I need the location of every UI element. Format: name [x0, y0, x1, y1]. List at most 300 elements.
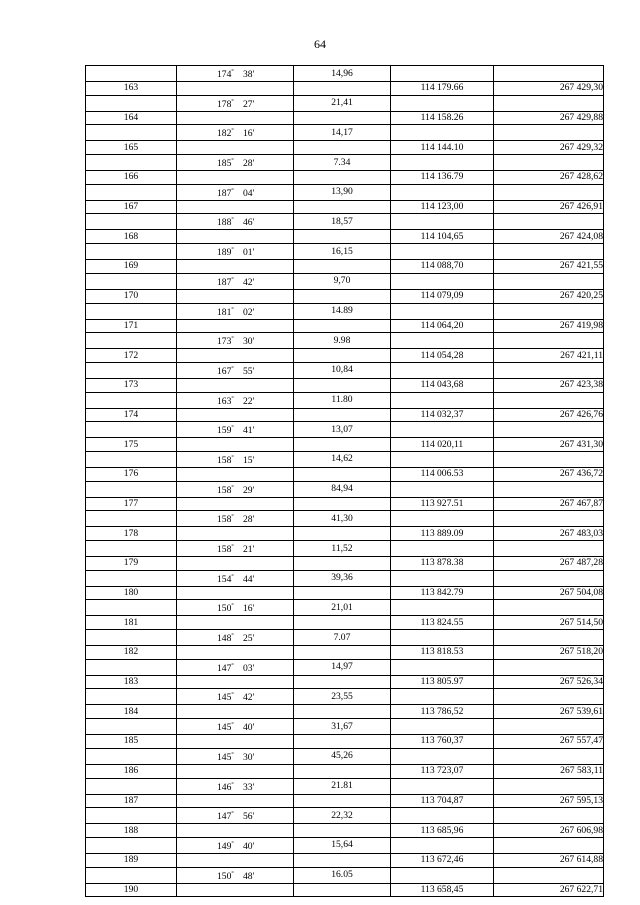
- distance-cell: [294, 497, 391, 511]
- point-number-cell: 185: [86, 735, 177, 749]
- y-coordinate-cell: 267 606,98: [494, 824, 604, 838]
- degree-symbol: °: [231, 722, 234, 729]
- point-number-cell: 178: [86, 527, 177, 541]
- point-number-cell: 164: [86, 111, 177, 125]
- bearing-cell: [177, 184, 294, 200]
- bearing-degrees: [217, 363, 243, 378]
- bearing-degrees-value: 189: [217, 247, 232, 259]
- y-coordinate-cell: 267 557,47: [494, 735, 604, 749]
- leg-row: [86, 95, 604, 111]
- bearing-cell: [177, 824, 294, 838]
- bearing-degrees-value: 158: [217, 454, 232, 466]
- bearing-degrees: [217, 452, 243, 467]
- bearing-cell: [177, 289, 294, 303]
- y-coordinate-cell: 267 421,11: [494, 349, 604, 363]
- bearing-degrees: [217, 244, 243, 259]
- bearing-degrees-value: 150: [217, 603, 232, 615]
- x-coordinate-cell: [391, 422, 494, 438]
- point-row: [86, 527, 604, 541]
- bearing-cell: [177, 778, 294, 794]
- bearing-minutes: 44': [243, 573, 255, 585]
- bearing-cell: [177, 837, 294, 853]
- degree-symbol: °: [231, 306, 234, 313]
- y-coordinate-cell: 267 426,76: [494, 408, 604, 422]
- point-number-cell: [86, 867, 177, 883]
- x-coordinate-cell: 113 672,46: [391, 853, 494, 867]
- distance-cell: [294, 883, 391, 897]
- bearing-cell: [177, 141, 294, 155]
- y-coordinate-cell: [494, 689, 604, 705]
- bearing-cell: [177, 66, 294, 82]
- bearing-value: [177, 689, 254, 704]
- bearing-degrees: [217, 422, 243, 437]
- x-coordinate-cell: [391, 125, 494, 141]
- point-number-cell: [86, 214, 177, 230]
- y-coordinate-cell: 267 431,30: [494, 438, 604, 452]
- bearing-cell: [177, 438, 294, 452]
- bearing-minutes: 22': [243, 395, 255, 407]
- degree-symbol: °: [231, 603, 234, 610]
- distance-cell: [294, 349, 391, 363]
- bearing-cell: [177, 689, 294, 705]
- bearing-cell: [177, 600, 294, 616]
- bearing-degrees: [217, 630, 243, 645]
- bearing-minutes: 29': [243, 484, 255, 496]
- bearing-cell: [177, 362, 294, 378]
- point-row: [86, 82, 604, 96]
- bearing-degrees-value: 187: [217, 187, 232, 199]
- leg-row: [86, 570, 604, 586]
- point-number-cell: 163: [86, 82, 177, 96]
- bearing-cell: [177, 527, 294, 541]
- x-coordinate-cell: 114 006.53: [391, 467, 494, 481]
- point-number-cell: 187: [86, 794, 177, 808]
- leg-row: [86, 808, 604, 824]
- point-row: [86, 646, 604, 660]
- y-coordinate-cell: 267 429,32: [494, 141, 604, 155]
- point-number-cell: 172: [86, 349, 177, 363]
- x-coordinate-cell: 114 088,70: [391, 260, 494, 274]
- degree-symbol: °: [231, 98, 234, 105]
- point-number-cell: 183: [86, 675, 177, 689]
- y-coordinate-cell: 267 426,91: [494, 200, 604, 214]
- point-row: [86, 141, 604, 155]
- y-coordinate-cell: 267 428,62: [494, 171, 604, 185]
- bearing-cell: [177, 82, 294, 96]
- distance-cell: [294, 586, 391, 600]
- y-coordinate-cell: 267 429,30: [494, 82, 604, 96]
- bearing-degrees: [217, 333, 243, 348]
- point-number-cell: [86, 837, 177, 853]
- distance-cell: [294, 764, 391, 778]
- leg-row: [86, 273, 604, 289]
- bearing-degrees: [217, 779, 243, 794]
- bearing-cell: [177, 200, 294, 214]
- distance-cell: [294, 616, 391, 630]
- leg-row: [86, 778, 604, 794]
- x-coordinate-cell: [391, 451, 494, 467]
- bearing-cell: [177, 95, 294, 111]
- point-number-cell: 190: [86, 883, 177, 897]
- x-coordinate-cell: [391, 600, 494, 616]
- distance-cell: 45,26: [294, 748, 391, 764]
- y-coordinate-cell: [494, 125, 604, 141]
- distance-cell: 41,30: [294, 511, 391, 527]
- distance-cell: 39,36: [294, 570, 391, 586]
- bearing-degrees-value: 147: [217, 662, 232, 674]
- bearing-cell: [177, 260, 294, 274]
- point-number-cell: [86, 808, 177, 824]
- x-coordinate-cell: [391, 630, 494, 646]
- x-coordinate-cell: 114 064,20: [391, 319, 494, 333]
- degree-symbol: °: [231, 276, 234, 283]
- y-coordinate-cell: [494, 541, 604, 557]
- leg-row: [86, 630, 604, 646]
- bearing-cell: [177, 214, 294, 230]
- degree-symbol: °: [231, 751, 234, 758]
- bearing-cell: [177, 675, 294, 689]
- distance-cell: [294, 408, 391, 422]
- degree-symbol: °: [231, 544, 234, 550]
- x-coordinate-cell: [391, 66, 494, 82]
- bearing-value: [177, 511, 254, 526]
- x-coordinate-cell: 114 158.26: [391, 111, 494, 125]
- distance-cell: [294, 438, 391, 452]
- x-coordinate-cell: 113 927.51: [391, 497, 494, 511]
- degree-symbol: °: [231, 514, 234, 521]
- bearing-minutes: 03': [243, 662, 255, 674]
- bearing-minutes: 04': [243, 187, 255, 199]
- y-coordinate-cell: [494, 808, 604, 824]
- bearing-degrees: [217, 838, 243, 853]
- bearing-value: [177, 274, 254, 289]
- bearing-minutes: 30': [243, 336, 255, 348]
- y-coordinate-cell: [494, 214, 604, 230]
- bearing-value: [177, 125, 254, 140]
- bearing-cell: [177, 273, 294, 289]
- leg-row: [86, 748, 604, 764]
- point-row: [86, 260, 604, 274]
- point-number-cell: 177: [86, 497, 177, 511]
- point-number-cell: [86, 66, 177, 82]
- bearing-degrees: [217, 600, 243, 615]
- point-row: [86, 794, 604, 808]
- degree-symbol: °: [231, 633, 234, 640]
- distance-cell: 16,15: [294, 244, 391, 260]
- distance-cell: 10,84: [294, 362, 391, 378]
- point-number-cell: [86, 481, 177, 497]
- bearing-value: [177, 541, 254, 556]
- distance-cell: 21,41: [294, 95, 391, 111]
- bearing-degrees: [217, 660, 243, 675]
- page-number: 64: [314, 37, 326, 51]
- bearing-degrees: [217, 571, 243, 586]
- distance-cell: 16.05: [294, 867, 391, 883]
- y-coordinate-cell: [494, 184, 604, 200]
- bearing-cell: [177, 616, 294, 630]
- bearing-degrees: [217, 393, 243, 408]
- point-number-cell: 189: [86, 853, 177, 867]
- bearing-value: [177, 452, 254, 467]
- distance-cell: [294, 824, 391, 838]
- bearing-value: [177, 868, 254, 883]
- leg-row: [86, 659, 604, 675]
- point-number-cell: [86, 719, 177, 735]
- point-number-cell: [86, 422, 177, 438]
- point-number-cell: [86, 333, 177, 349]
- point-row: [86, 230, 604, 244]
- bearing-minutes: 25': [243, 633, 255, 645]
- distance-cell: 15,64: [294, 837, 391, 853]
- point-number-cell: 180: [86, 586, 177, 600]
- bearing-minutes: 16': [243, 603, 255, 615]
- bearing-value: [177, 66, 254, 81]
- bearing-minutes: 38': [243, 69, 255, 80]
- distance-cell: [294, 82, 391, 96]
- degree-symbol: °: [231, 840, 234, 847]
- leg-row: [86, 689, 604, 705]
- bearing-cell: [177, 171, 294, 185]
- bearing-degrees: [217, 482, 243, 497]
- bearing-cell: [177, 408, 294, 422]
- point-number-cell: [86, 570, 177, 586]
- y-coordinate-cell: [494, 244, 604, 260]
- bearing-degrees-value: 149: [217, 840, 232, 852]
- distance-cell: [294, 646, 391, 660]
- bearing-value: [177, 363, 254, 378]
- bearing-cell: [177, 808, 294, 824]
- y-coordinate-cell: [494, 392, 604, 408]
- distance-cell: 21.81: [294, 778, 391, 794]
- point-number-cell: [86, 630, 177, 646]
- distance-cell: 23,55: [294, 689, 391, 705]
- bearing-cell: [177, 764, 294, 778]
- x-coordinate-cell: 113 685,96: [391, 824, 494, 838]
- bearing-cell: [177, 155, 294, 171]
- bearing-degrees-value: 158: [217, 484, 232, 496]
- point-row: [86, 289, 604, 303]
- bearing-minutes: 30': [243, 751, 255, 763]
- x-coordinate-cell: 114 020,11: [391, 438, 494, 452]
- y-coordinate-cell: 267 518,20: [494, 646, 604, 660]
- x-coordinate-cell: 114 136.79: [391, 171, 494, 185]
- bearing-degrees: [217, 868, 243, 883]
- x-coordinate-cell: [391, 541, 494, 557]
- degree-symbol: °: [231, 69, 234, 75]
- point-row: [86, 378, 604, 392]
- degree-symbol: °: [231, 158, 234, 165]
- distance-cell: 14,62: [294, 451, 391, 467]
- bearing-value: [177, 749, 254, 764]
- distance-cell: [294, 378, 391, 392]
- distance-cell: 22,32: [294, 808, 391, 824]
- bearing-value: [177, 838, 254, 853]
- y-coordinate-cell: [494, 570, 604, 586]
- x-coordinate-cell: [391, 481, 494, 497]
- point-row: [86, 111, 604, 125]
- bearing-degrees: [217, 274, 243, 289]
- x-coordinate-cell: 114 032,37: [391, 408, 494, 422]
- y-coordinate-cell: 267 583,11: [494, 764, 604, 778]
- x-coordinate-cell: 114 123,00: [391, 200, 494, 214]
- leg-row: [86, 155, 604, 171]
- bearing-cell: [177, 646, 294, 660]
- degree-symbol: °: [231, 336, 234, 343]
- bearing-degrees-value: 181: [217, 306, 232, 318]
- y-coordinate-cell: [494, 511, 604, 527]
- point-number-cell: [86, 659, 177, 675]
- y-coordinate-cell: 267 467,87: [494, 497, 604, 511]
- point-row: [86, 200, 604, 214]
- x-coordinate-cell: 113 878.38: [391, 557, 494, 571]
- bearing-value: [177, 600, 254, 615]
- bearing-minutes: 40': [243, 840, 255, 852]
- point-number-cell: [86, 689, 177, 705]
- point-row: [86, 408, 604, 422]
- y-coordinate-cell: 267 429,88: [494, 111, 604, 125]
- bearing-cell: [177, 557, 294, 571]
- bearing-value: [177, 719, 254, 734]
- leg-row: [86, 244, 604, 260]
- point-number-cell: 168: [86, 230, 177, 244]
- coordinates-table: [85, 65, 604, 897]
- point-number-cell: 184: [86, 705, 177, 719]
- point-number-cell: 175: [86, 438, 177, 452]
- bearing-degrees-value: 145: [217, 751, 232, 763]
- point-number-cell: [86, 244, 177, 260]
- x-coordinate-cell: 113 704,87: [391, 794, 494, 808]
- degree-symbol: °: [231, 187, 234, 194]
- y-coordinate-cell: [494, 362, 604, 378]
- y-coordinate-cell: 267 420,25: [494, 289, 604, 303]
- x-coordinate-cell: 114 144.10: [391, 141, 494, 155]
- distance-cell: [294, 171, 391, 185]
- bearing-cell: [177, 705, 294, 719]
- point-number-cell: 169: [86, 260, 177, 274]
- bearing-value: [177, 630, 254, 645]
- x-coordinate-cell: [391, 689, 494, 705]
- degree-symbol: °: [231, 395, 234, 402]
- coordinates-table-body: [86, 66, 604, 897]
- point-row: [86, 883, 604, 897]
- bearing-minutes: 02': [243, 306, 255, 318]
- bearing-cell: [177, 659, 294, 675]
- y-coordinate-cell: 267 504,08: [494, 586, 604, 600]
- bearing-degrees: [217, 185, 243, 200]
- bearing-degrees: [217, 304, 243, 319]
- bearing-cell: [177, 541, 294, 557]
- distance-cell: 31,67: [294, 719, 391, 735]
- point-number-cell: [86, 748, 177, 764]
- y-coordinate-cell: [494, 273, 604, 289]
- y-coordinate-cell: 267 423,38: [494, 378, 604, 392]
- distance-cell: [294, 735, 391, 749]
- point-row: [86, 853, 604, 867]
- y-coordinate-cell: [494, 303, 604, 319]
- bearing-value: [177, 571, 254, 586]
- point-number-cell: [86, 778, 177, 794]
- distance-cell: 9,70: [294, 273, 391, 289]
- x-coordinate-cell: [391, 362, 494, 378]
- y-coordinate-cell: 267 424,08: [494, 230, 604, 244]
- point-number-cell: 167: [86, 200, 177, 214]
- bearing-degrees-value: 147: [217, 811, 232, 823]
- bearing-degrees-value: 145: [217, 722, 232, 734]
- y-coordinate-cell: 267 622,71: [494, 883, 604, 897]
- y-coordinate-cell: 267 421,55: [494, 260, 604, 274]
- degree-symbol: °: [231, 870, 234, 877]
- y-coordinate-cell: [494, 155, 604, 171]
- bearing-minutes: 41': [243, 425, 255, 437]
- point-number-cell: 179: [86, 557, 177, 571]
- x-coordinate-cell: [391, 867, 494, 883]
- bearing-degrees: [217, 511, 243, 526]
- x-coordinate-cell: 114 179.66: [391, 82, 494, 96]
- y-coordinate-cell: [494, 719, 604, 735]
- leg-row: [86, 481, 604, 497]
- y-coordinate-cell: [494, 481, 604, 497]
- point-number-cell: [86, 273, 177, 289]
- bearing-value: [177, 393, 254, 408]
- x-coordinate-cell: 113 723,07: [391, 764, 494, 778]
- point-number-cell: [86, 95, 177, 111]
- y-coordinate-cell: 267 595,13: [494, 794, 604, 808]
- y-coordinate-cell: [494, 778, 604, 794]
- y-coordinate-cell: [494, 837, 604, 853]
- y-coordinate-cell: 267 436,72: [494, 467, 604, 481]
- degree-symbol: °: [231, 454, 234, 461]
- y-coordinate-cell: 267 419,98: [494, 319, 604, 333]
- leg-row: [86, 125, 604, 141]
- point-row: [86, 171, 604, 185]
- bearing-degrees-value: 187: [217, 276, 232, 288]
- distance-cell: 11,52: [294, 541, 391, 557]
- y-coordinate-cell: 267 487,28: [494, 557, 604, 571]
- point-number-cell: 188: [86, 824, 177, 838]
- point-number-cell: [86, 155, 177, 171]
- bearing-degrees-value: 159: [217, 425, 232, 437]
- distance-cell: 84,94: [294, 481, 391, 497]
- bearing-degrees: [217, 749, 243, 764]
- point-row: [86, 735, 604, 749]
- y-coordinate-cell: [494, 748, 604, 764]
- distance-cell: [294, 141, 391, 155]
- bearing-value: [177, 808, 254, 823]
- leg-row: [86, 392, 604, 408]
- point-number-cell: [86, 451, 177, 467]
- bearing-degrees: [217, 808, 243, 823]
- bearing-minutes: 42': [243, 692, 255, 704]
- bearing-cell: [177, 111, 294, 125]
- leg-row: [86, 214, 604, 230]
- degree-symbol: °: [231, 781, 234, 788]
- bearing-degrees-value: 163: [217, 395, 232, 407]
- bearing-minutes: 28': [243, 158, 255, 170]
- bearing-cell: [177, 883, 294, 897]
- point-row: [86, 438, 604, 452]
- distance-cell: 14,97: [294, 659, 391, 675]
- distance-cell: [294, 705, 391, 719]
- leg-row: [86, 333, 604, 349]
- y-coordinate-cell: [494, 659, 604, 675]
- distance-cell: [294, 853, 391, 867]
- point-row: [86, 616, 604, 630]
- distance-cell: [294, 230, 391, 244]
- leg-row: [86, 66, 604, 82]
- leg-row: [86, 719, 604, 735]
- x-coordinate-cell: [391, 659, 494, 675]
- bearing-minutes: 40': [243, 722, 255, 734]
